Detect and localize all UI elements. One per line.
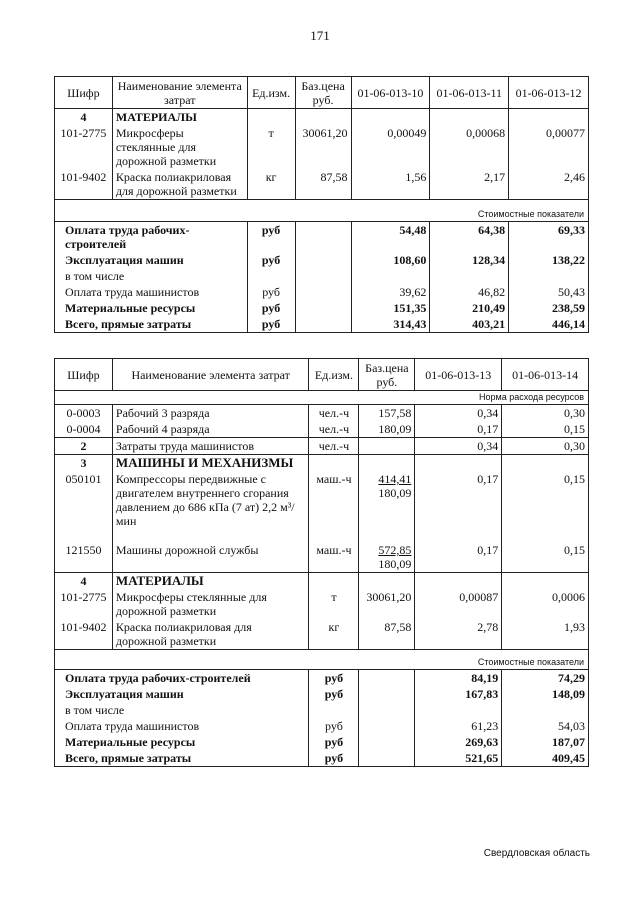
totals-value: 64,38 [430, 221, 509, 252]
row-value: 0,17 [415, 529, 502, 573]
totals-unit: руб [247, 252, 295, 268]
band-row [55, 391, 589, 405]
row-unit: т [309, 589, 359, 619]
row-price [359, 438, 415, 455]
totals-value: 108,60 [351, 252, 430, 268]
price-driver: 180,09 [378, 557, 412, 571]
totals-label: в том числе [55, 268, 248, 284]
totals-label: в том числе [55, 702, 309, 718]
totals-value: 46,82 [430, 284, 509, 300]
row-value: 0,34 [415, 438, 502, 455]
totals-value: 151,35 [351, 300, 430, 316]
totals-label: Материальные ресурсы [55, 300, 248, 316]
totals-price-empty [295, 316, 351, 333]
row-name: Микросферы стеклянные для дорожной разметки [112, 589, 309, 619]
totals-value: 148,09 [502, 686, 589, 702]
totals-price-empty [359, 669, 415, 686]
totals-price-empty [295, 284, 351, 300]
totals-label: Эксплуатация машин [55, 686, 309, 702]
row-name: Краска полиакриловая для дорожной разметки [112, 619, 309, 650]
totals-unit: руб [309, 718, 359, 734]
row-unit: чел.-ч [309, 438, 359, 455]
header-code: Шифр [55, 359, 113, 391]
header-name: Наименование элемента затрат [112, 359, 309, 391]
cost-table-2 [54, 358, 589, 767]
row-price: 180,09 [359, 421, 415, 438]
totals-unit: руб [247, 284, 295, 300]
totals-value: 446,14 [509, 316, 589, 333]
totals-value: 210,49 [430, 300, 509, 316]
section-code: 3 [55, 455, 113, 472]
row-value: 2,78 [415, 619, 502, 650]
row-price: 30061,20 [359, 589, 415, 619]
totals-unit: руб [247, 316, 295, 333]
row-value: 2,46 [509, 169, 589, 200]
totals-value: 39,62 [351, 284, 430, 300]
row-code: 101-9402 [55, 169, 113, 200]
row-code: 0-0003 [55, 405, 113, 422]
totals-value: 69,33 [509, 221, 589, 252]
row-unit: чел.-ч [309, 405, 359, 422]
totals-label: Материальные ресурсы [55, 734, 309, 750]
totals-value: 138,22 [509, 252, 589, 268]
row-name: Затраты труда машинистов [112, 438, 309, 455]
row-name: Микросферы стеклянные для дорожной разметки [112, 125, 247, 169]
table-header-row [55, 77, 589, 109]
section-row [55, 109, 589, 126]
row-name: Краска полиакриловая для дорожной разметки [112, 169, 247, 200]
header-price: Баз.цена руб. [359, 359, 415, 391]
totals-row [55, 268, 589, 284]
totals-unit [247, 268, 295, 284]
totals-price-empty [359, 686, 415, 702]
totals-row [55, 734, 589, 750]
row-name: Машины дорожной службы [112, 529, 309, 573]
totals-label: Оплата труда рабочих-строителей [55, 221, 248, 252]
row-value: 0,00068 [430, 125, 509, 169]
section-title: МАШИНЫ И МЕХАНИЗМЫ [112, 455, 309, 472]
band-row [55, 208, 589, 222]
row-unit: маш.-ч [309, 529, 359, 573]
table-row [55, 421, 589, 438]
totals-label: Всего, прямые затраты [55, 750, 309, 767]
totals-unit: руб [247, 300, 295, 316]
totals-value: 50,43 [509, 284, 589, 300]
table-row [55, 589, 589, 619]
totals-value [430, 268, 509, 284]
row-value: 0,15 [502, 471, 589, 529]
totals-value: 54,48 [351, 221, 430, 252]
row-price: 87,58 [295, 169, 351, 200]
totals-row [55, 718, 589, 734]
price-machine: 572,85 [378, 543, 412, 557]
totals-label: Оплата труда рабочих-строителей [55, 669, 309, 686]
row-value: 1,56 [351, 169, 430, 200]
totals-value: 54,03 [502, 718, 589, 734]
region-footer: Свердловская область [483, 848, 590, 859]
table-row [55, 169, 589, 200]
totals-price-empty [359, 734, 415, 750]
totals-value [415, 702, 502, 718]
header-unit: Ед.изм. [309, 359, 359, 391]
band-label: Стоимостные показатели [55, 656, 589, 670]
header-col-13: 01-06-013-13 [415, 359, 502, 391]
table-row [55, 125, 589, 169]
cost-table-1 [54, 76, 589, 333]
totals-value [502, 702, 589, 718]
row-code: 0-0004 [55, 421, 113, 438]
header-code: Шифр [55, 77, 113, 109]
totals-row [55, 284, 589, 300]
row-price: 87,58 [359, 619, 415, 650]
section-code: 4 [55, 573, 113, 590]
totals-row [55, 300, 589, 316]
row-value: 0,30 [502, 405, 589, 422]
row-code: 050101 [55, 471, 113, 529]
band-row [55, 656, 589, 670]
row-value: 2,17 [430, 169, 509, 200]
price-machine: 414,41 [378, 472, 412, 486]
totals-unit: руб [309, 686, 359, 702]
totals-row [55, 750, 589, 767]
row-value: 0,17 [415, 471, 502, 529]
totals-value: 409,45 [502, 750, 589, 767]
section-code: 4 [55, 109, 113, 126]
totals-value: 314,43 [351, 316, 430, 333]
totals-value: 74,29 [502, 669, 589, 686]
section-row [55, 573, 589, 590]
row-unit: чел.-ч [309, 421, 359, 438]
totals-value: 238,59 [509, 300, 589, 316]
totals-label: Всего, прямые затраты [55, 316, 248, 333]
page-number: 171 [310, 28, 330, 43]
section-row [55, 455, 589, 472]
totals-value [509, 268, 589, 284]
totals-value: 269,63 [415, 734, 502, 750]
row-code: 101-9402 [55, 619, 113, 650]
row-price [359, 529, 415, 573]
row-name: Компрессоры передвижные с двигателем внутреннего сгорания давлением до 686 кПа (7 ат) 2,2 м³/мин [112, 471, 309, 529]
table-row [55, 471, 589, 529]
totals-price-empty [295, 300, 351, 316]
row-value: 0,17 [415, 421, 502, 438]
row-code: 101-2775 [55, 125, 113, 169]
row-value: 0,00049 [351, 125, 430, 169]
table-row [55, 619, 589, 650]
table-row [55, 405, 589, 422]
totals-unit: руб [309, 669, 359, 686]
row-price: 30061,20 [295, 125, 351, 169]
totals-value: 84,19 [415, 669, 502, 686]
header-col-10: 01-06-013-10 [351, 77, 430, 109]
section-title: МАТЕРИАЛЫ [112, 109, 247, 126]
totals-row [55, 669, 589, 686]
totals-value: 403,21 [430, 316, 509, 333]
header-col-12: 01-06-013-12 [509, 77, 589, 109]
price-driver: 180,09 [378, 486, 412, 500]
row-value: 0,00077 [509, 125, 589, 169]
row-code: 121550 [55, 529, 113, 573]
totals-value: 521,65 [415, 750, 502, 767]
header-name: Наименование элемента затрат [112, 77, 247, 109]
table-row [55, 529, 589, 573]
totals-price-empty [295, 221, 351, 252]
row-unit: кг [309, 619, 359, 650]
totals-value [351, 268, 430, 284]
totals-row [55, 221, 589, 252]
row-code: 2 [55, 438, 113, 455]
totals-value: 61,23 [415, 718, 502, 734]
row-value: 0,30 [502, 438, 589, 455]
totals-price-empty [359, 702, 415, 718]
totals-label: Эксплуатация машин [55, 252, 248, 268]
totals-price-empty [295, 252, 351, 268]
spacer-row [55, 200, 589, 208]
row-value: 0,0006 [502, 589, 589, 619]
totals-row [55, 316, 589, 333]
totals-unit: руб [309, 750, 359, 767]
totals-unit: руб [309, 734, 359, 750]
table-row [55, 438, 589, 455]
totals-price-empty [359, 718, 415, 734]
row-value: 0,15 [502, 529, 589, 573]
row-value: 0,15 [502, 421, 589, 438]
totals-unit [309, 702, 359, 718]
row-unit: т [247, 125, 295, 169]
totals-value: 167,83 [415, 686, 502, 702]
header-price: Баз.цена руб. [295, 77, 351, 109]
totals-row [55, 252, 589, 268]
row-price [359, 471, 415, 529]
row-value: 0,00087 [415, 589, 502, 619]
totals-label: Оплата труда машинистов [55, 284, 248, 300]
header-unit: Ед.изм. [247, 77, 295, 109]
totals-value: 128,34 [430, 252, 509, 268]
table-header-row [55, 359, 589, 391]
row-value: 1,93 [502, 619, 589, 650]
row-unit: маш.-ч [309, 471, 359, 529]
band-label: Норма расхода ресурсов [55, 391, 589, 405]
section-title: МАТЕРИАЛЫ [112, 573, 309, 590]
totals-price-empty [295, 268, 351, 284]
totals-value: 187,07 [502, 734, 589, 750]
totals-row [55, 686, 589, 702]
header-col-11: 01-06-013-11 [430, 77, 509, 109]
band-label: Стоимостные показатели [55, 208, 589, 222]
row-unit: кг [247, 169, 295, 200]
totals-row [55, 702, 589, 718]
row-name: Рабочий 3 разряда [112, 405, 309, 422]
row-value: 0,34 [415, 405, 502, 422]
row-name: Рабочий 4 разряда [112, 421, 309, 438]
totals-label: Оплата труда машинистов [55, 718, 309, 734]
header-col-14: 01-06-013-14 [502, 359, 589, 391]
row-price: 157,58 [359, 405, 415, 422]
totals-unit: руб [247, 221, 295, 252]
totals-price-empty [359, 750, 415, 767]
row-code: 101-2775 [55, 589, 113, 619]
